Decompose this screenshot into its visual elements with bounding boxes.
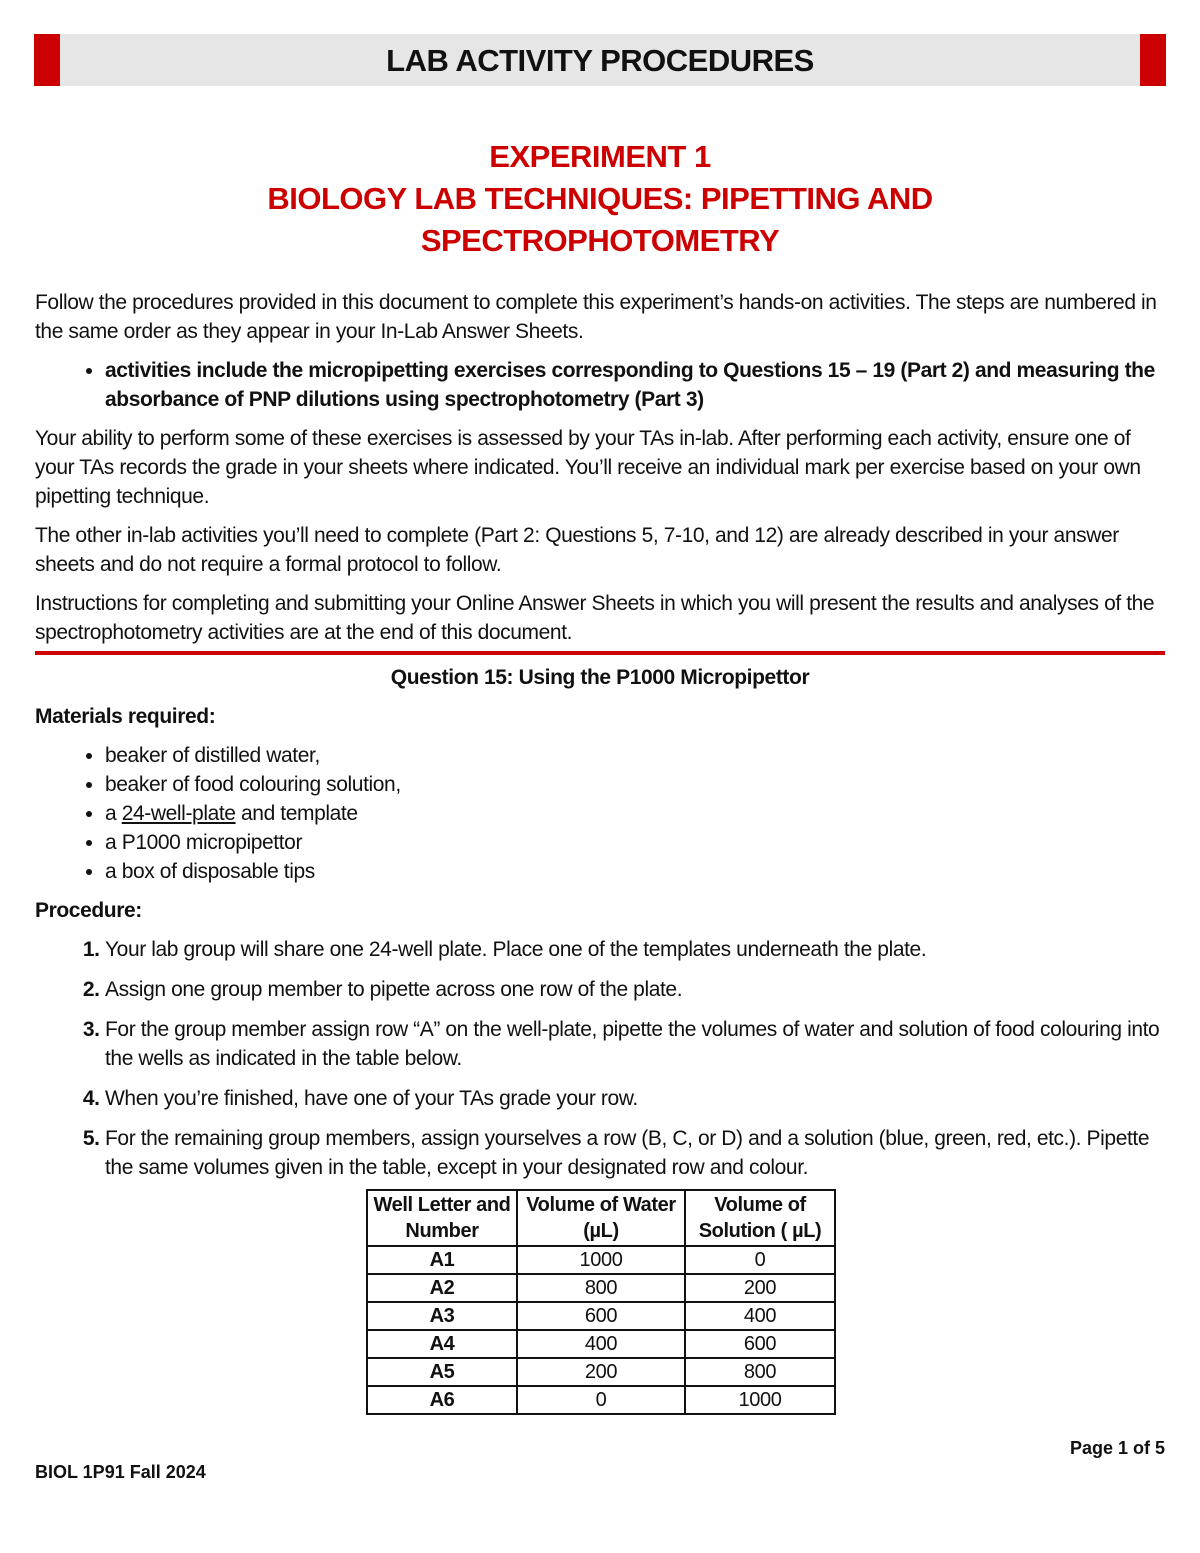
table-cell-solution: 400 xyxy=(685,1302,835,1330)
material-item xyxy=(105,799,1165,828)
material-item: • beaker of food colouring solution, xyxy=(105,770,1165,799)
table-cell-water: 200 xyxy=(517,1358,685,1386)
table-row xyxy=(367,1330,835,1358)
banner-accent-right xyxy=(1140,34,1166,86)
table-cell-water: 400 xyxy=(517,1330,685,1358)
table-header-water: Volume of Water (µL) xyxy=(517,1190,685,1246)
section-divider xyxy=(35,651,1165,655)
material-item: • beaker of distilled water, xyxy=(105,741,1165,770)
table-cell-well: A2 xyxy=(367,1274,517,1302)
intro-paragraph-3: The other in-lab activities you’ll need to complete (Part 2: Questions 5, 7-10, and 12) are already described in your answer sheets and do not require a formal protocol to follow. xyxy=(35,524,1119,576)
intro-paragraph-2: Your ability to perform some of these exercises is assessed by your TAs in-lab. After performing each activity, ensure one of your TAs records the grade in your sheets where indicated. You’ll receive an individual mark per exercise based on your own pipetting technique. xyxy=(35,427,1141,508)
table-row xyxy=(367,1302,835,1330)
experiment-title-line1: EXPERIMENT 1 xyxy=(489,139,711,174)
table-cell-well: A6 xyxy=(367,1386,517,1414)
material-text: and template xyxy=(235,802,358,825)
materials-list xyxy=(35,741,1165,886)
table-cell-water: 0 xyxy=(517,1386,685,1414)
header-banner xyxy=(34,34,1166,86)
table-row xyxy=(367,1386,835,1414)
table-header-solution: Volume of Solution ( µL) xyxy=(685,1190,835,1246)
table-cell-well: A1 xyxy=(367,1246,517,1274)
intro-paragraph-1: Follow the procedures provided in this document to complete this experiment’s hands-on activities. The steps are numbered in the same order as they appear in your In-Lab Answer Sheets. xyxy=(35,291,1157,343)
table-row xyxy=(367,1246,835,1274)
table-cell-water: 600 xyxy=(517,1302,685,1330)
materials-heading: Materials required: xyxy=(35,705,216,728)
intro-bullet-list xyxy=(35,356,1165,414)
table-cell-well: A5 xyxy=(367,1358,517,1386)
table-cell-solution: 800 xyxy=(685,1358,835,1386)
experiment-title-line3: SPECTROPHOTOMETRY xyxy=(420,223,780,258)
experiment-title-line2: BIOLOGY LAB TECHNIQUES: PIPETTING AND xyxy=(267,181,933,216)
table-header-well: Well Letter and Number xyxy=(367,1190,517,1246)
table-cell-water: 800 xyxy=(517,1274,685,1302)
table-row xyxy=(367,1274,835,1302)
intro-paragraph-4: Instructions for completing and submitting your Online Answer Sheets in which you will present the results and analyses of the spectrophotometry activities are at the end of this document. xyxy=(35,592,1155,644)
table-cell-well: A3 xyxy=(367,1302,517,1330)
intro-bullet-item: • activities include the micropipetting exercises corresponding to Questions 15 – 19 (Part 2) and measuring the absorbance of PNP dilutions using spectrophotometry (Part 3) xyxy=(105,356,1165,414)
procedure-heading: Procedure: xyxy=(35,899,142,922)
table-header-row xyxy=(367,1190,835,1246)
procedure-step: 3. For the group member assign row “A” on the well-plate, pipette the volumes of water and solution of food colouring into the wells as indicated in the table below. xyxy=(105,1015,1165,1073)
table-cell-solution: 1000 xyxy=(685,1386,835,1414)
table-cell-solution: 0 xyxy=(685,1246,835,1274)
banner-title: LAB ACTIVITY PROCEDURES xyxy=(386,43,814,78)
table-cell-solution: 200 xyxy=(685,1274,835,1302)
material-item: • a P1000 micropipettor xyxy=(105,828,1165,857)
table-row xyxy=(367,1358,835,1386)
procedure-list xyxy=(35,935,1165,1182)
question-15-title: Question 15: Using the P1000 Micropipettor xyxy=(390,666,810,689)
well-plate-link[interactable]: 24-well-plate xyxy=(121,802,236,825)
procedure-step: 2. Assign one group member to pipette across one row of the plate. xyxy=(105,975,1165,1004)
procedure-step: 4. When you’re finished, have one of your TAs grade your row. xyxy=(105,1084,1165,1113)
page-number: Page 1 of 5 xyxy=(1069,1438,1165,1458)
table-cell-well: A4 xyxy=(367,1330,517,1358)
volumes-table xyxy=(366,1189,836,1415)
material-text: a xyxy=(105,802,122,825)
course-label: BIOL 1P91 Fall 2024 xyxy=(35,1462,206,1482)
material-item: • a box of disposable tips xyxy=(105,857,1165,886)
table-cell-water: 1000 xyxy=(517,1246,685,1274)
procedure-step: 1. Your lab group will share one 24-well plate. Place one of the templates underneath the plate. xyxy=(105,935,1165,964)
experiment-title xyxy=(0,136,1200,262)
document-body xyxy=(35,288,1165,1415)
procedure-step: 5. For the remaining group members, assign yourselves a row (B, C, or D) and a solution (blue, green, red, etc.). Pipette the same volumes given in the table, except in your designated row and colour. xyxy=(105,1124,1165,1182)
table-cell-solution: 600 xyxy=(685,1330,835,1358)
